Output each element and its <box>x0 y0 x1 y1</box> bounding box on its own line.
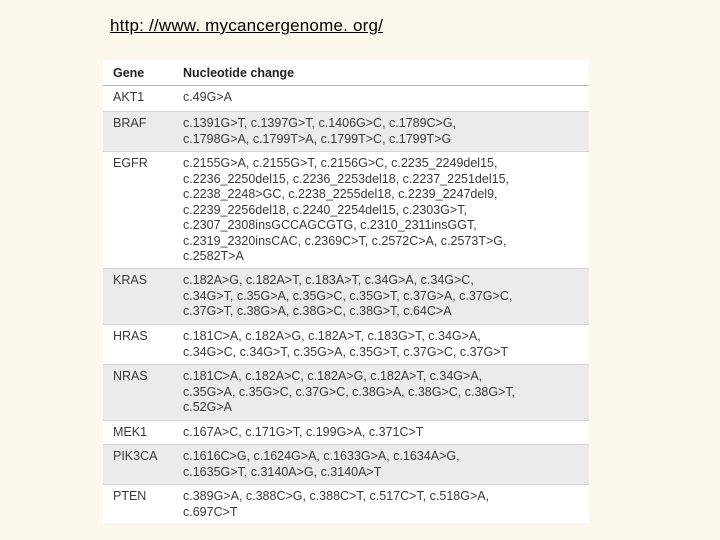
table-row <box>103 485 589 523</box>
header-nucleotide-change: Nucleotide change <box>183 65 295 80</box>
gene-cell: AKT1 <box>113 90 145 104</box>
table-row <box>103 152 589 269</box>
gene-cell: PTEN <box>113 489 147 503</box>
header-gene: Gene <box>113 65 145 80</box>
nucleotide-change-cell: c.49G>A <box>183 90 232 104</box>
nucleotide-change-cell: c.181C>A, c.182A>C, c.182A>G, c.182A>T, c.34G>A, c.35G>A, c.35G>C, c.37G>C, c.38G>A, c.38G>C, c.38G>T, c.52G>A <box>183 369 516 414</box>
nucleotide-change-cell: c.389G>A, c.388C>G, c.388C>T, c.517C>T, c.518G>A, c.697C>T <box>183 489 490 519</box>
gene-cell: KRAS <box>113 273 148 287</box>
gene-cell: MEK1 <box>113 425 148 439</box>
table-header <box>103 60 589 86</box>
nucleotide-change-cell: c.181C>A, c.182A>G, c.182A>T, c.183G>T, c.34G>A, c.34G>C, c.34G>T, c.35G>A, c.35G>T, c.37G>C, c.37G>T <box>183 329 509 359</box>
table-row <box>103 445 589 485</box>
nucleotide-change-cell: c.1616C>G, c.1624G>A, c.1633G>A, c.1634A>G, c.1635G>T, c.3140A>G, c.3140A>T <box>183 449 460 479</box>
mycancergenome-link[interactable]: http: //www. mycancergenome. org/ <box>110 16 384 35</box>
table-row <box>103 325 589 365</box>
table-row <box>103 112 589 152</box>
gene-cell: NRAS <box>113 369 148 383</box>
gene-cell: EGFR <box>113 156 148 170</box>
gene-cell: HRAS <box>113 329 148 343</box>
nucleotide-change-cell: c.167A>C, c.171G>T, c.199G>A, c.371C>T <box>183 425 424 439</box>
table-row <box>103 86 589 112</box>
nucleotide-change-cell: c.182A>G, c.182A>T, c.183A>T, c.34G>A, c.34G>C, c.34G>T, c.35G>A, c.35G>C, c.35G>T, c.37G>A, c.37G>C, c.37G>T, c.38G>A, c.38G>C, c.38G>T, c.64C>A <box>183 273 513 318</box>
table-row <box>103 365 589 421</box>
mutation-table <box>103 60 589 522</box>
nucleotide-change-cell: c.2155G>A, c.2155G>T, c.2156G>C, c.2235_2249del15, c.2236_2250del15, c.2236_2253del18, c.2237_2251del15, c.2238_2248>GC, c.2238_2255del18, c.2239_2247del9, c.2239_2256del18, c.2240_2254del15, c.2303G>T, c.2307_2308insGCCAGCGTG, c.2310_2311insGGT, c.2319_2320insCAC, c.2369C>T, c.2572C>A, c.2573T>G, c.2582T>A <box>183 156 509 263</box>
table-row <box>103 269 589 325</box>
nucleotide-change-cell: c.1391G>T, c.1397G>T, c.1406G>C, c.1789C>G, c.1798G>A, c.1799T>A, c.1799T>C, c.1799T>G <box>183 116 457 146</box>
gene-cell: PIK3CA <box>113 449 158 463</box>
gene-cell: BRAF <box>113 116 147 130</box>
table-row <box>103 421 589 445</box>
